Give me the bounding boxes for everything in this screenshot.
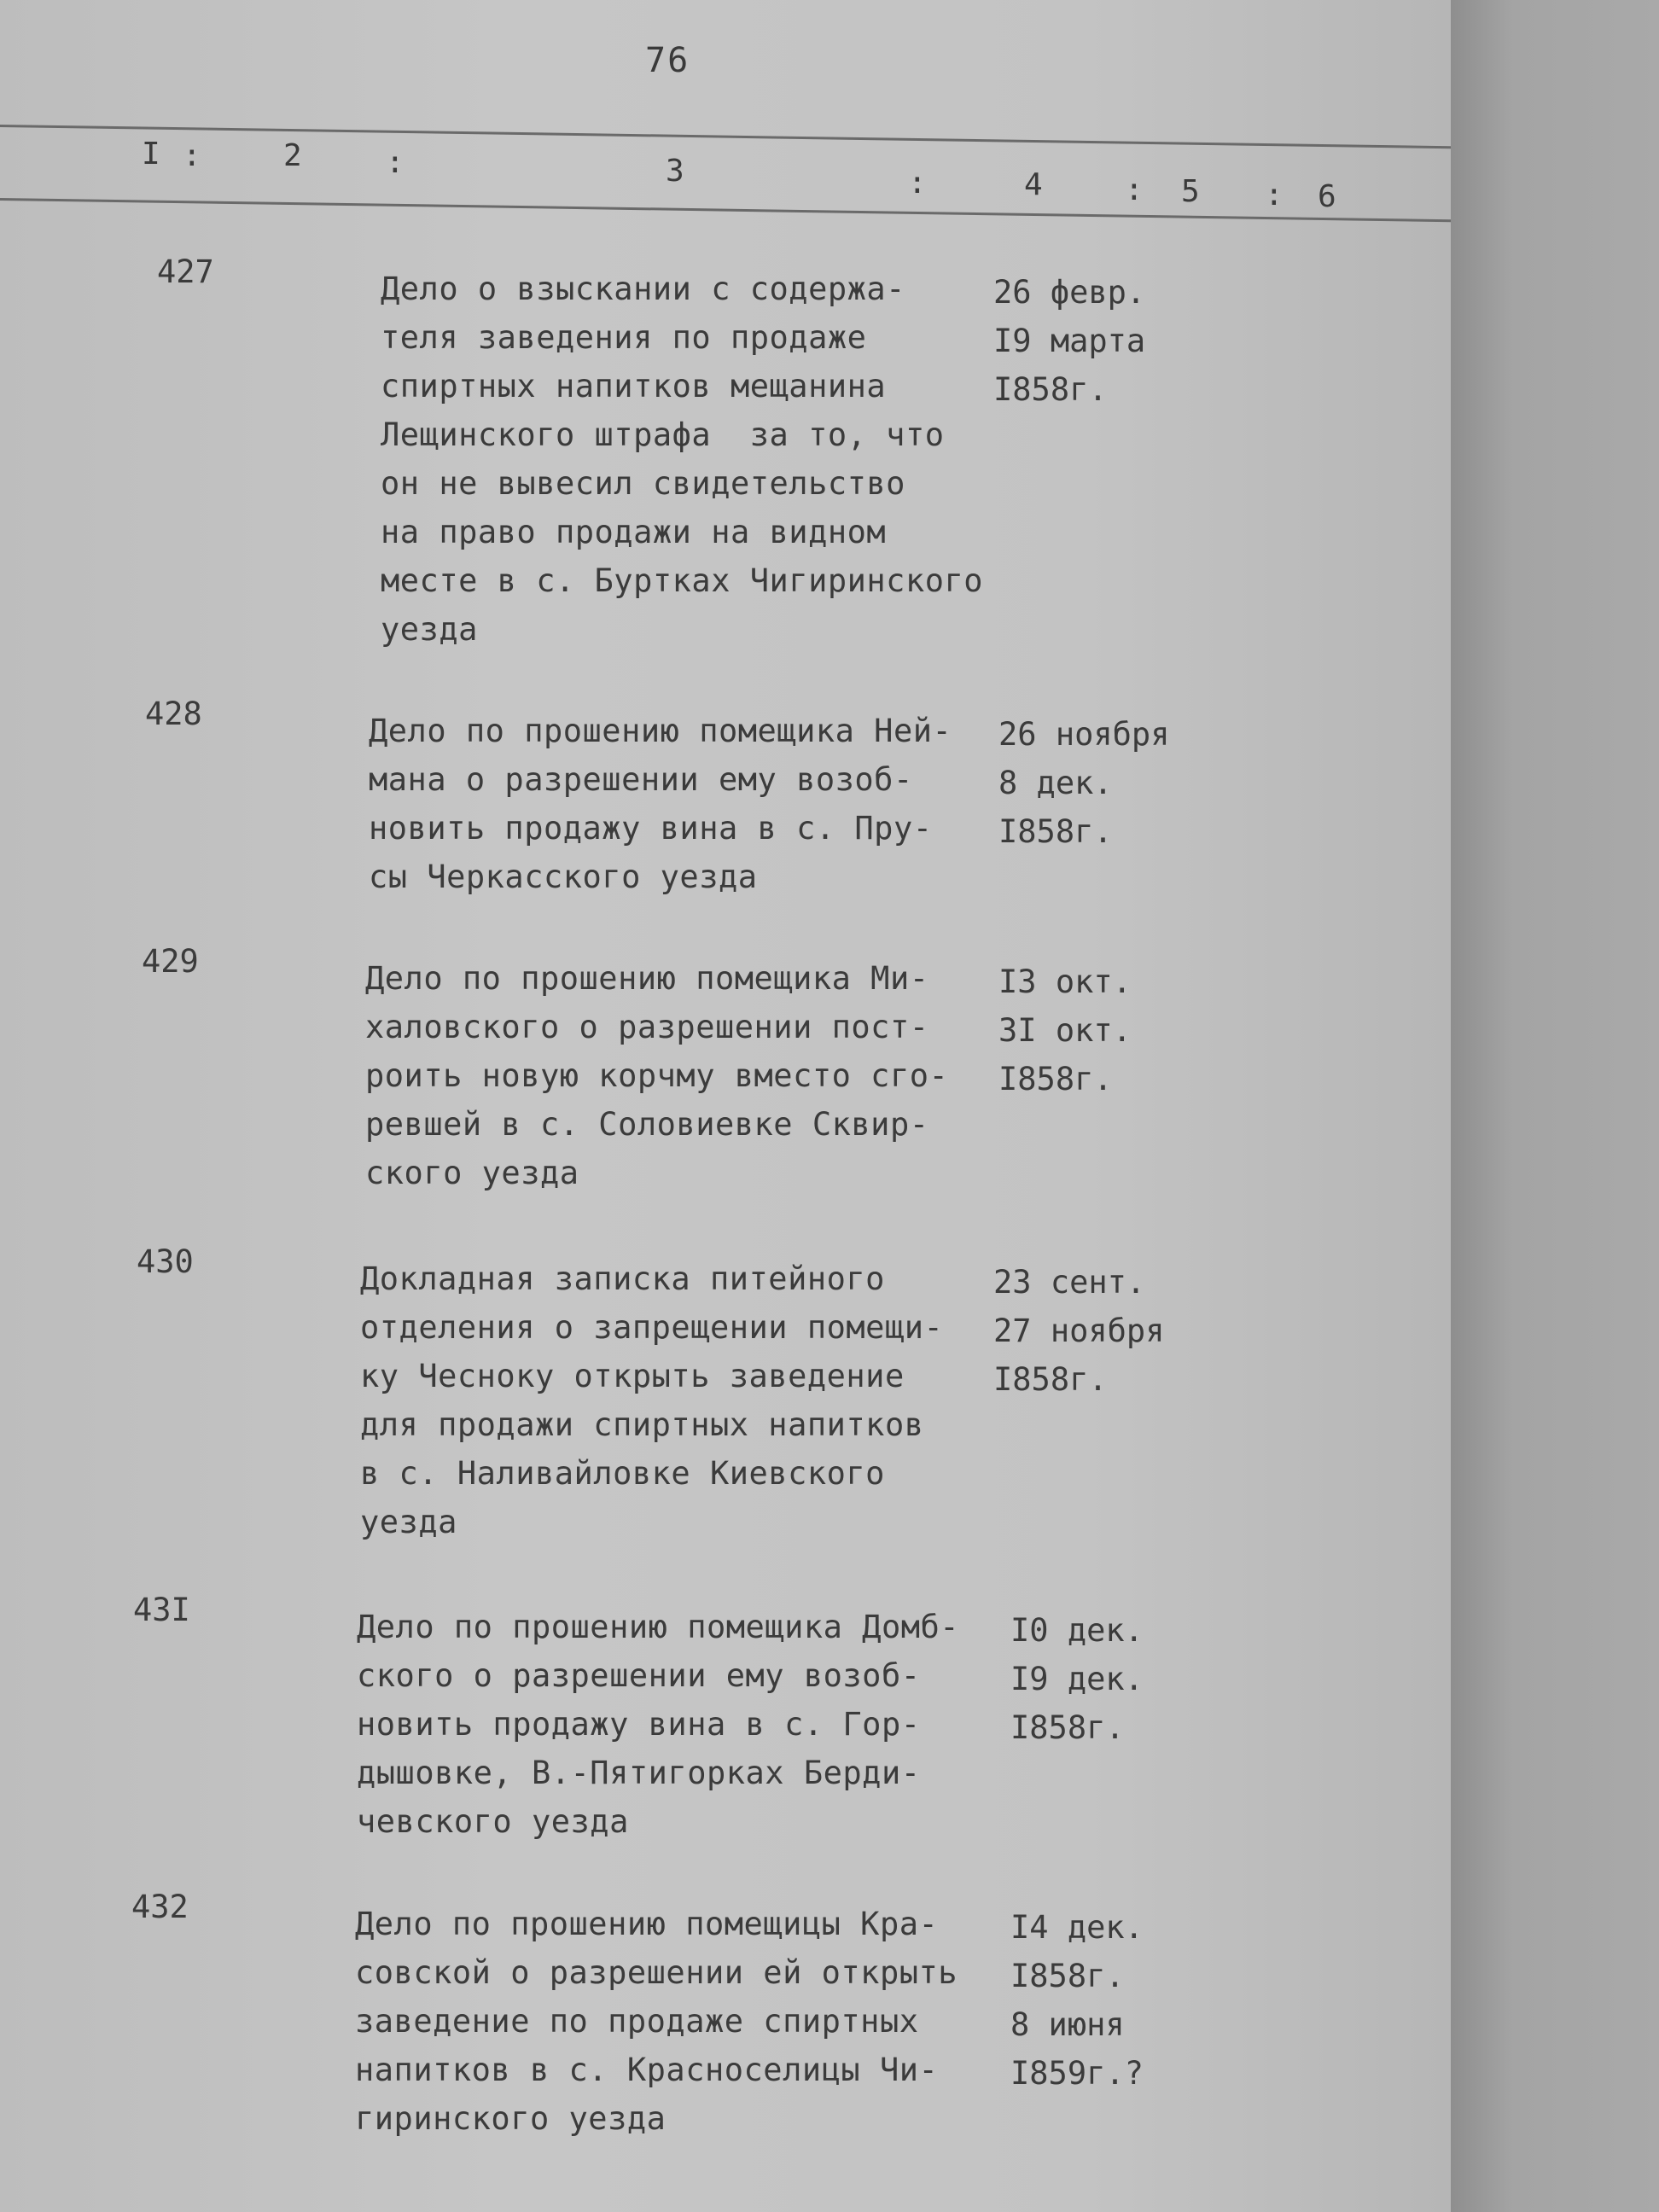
entry-dates: 26 февр. I9 марта I858г. bbox=[993, 274, 1146, 408]
entry-description: Дело по прошению помещика Домб- ского о разрешении ему возоб- новить продажу вина в с. Гор- дышовке, В.-Пятигорках Берди- чевского уезда bbox=[357, 1609, 960, 1840]
column-separator: : bbox=[908, 166, 927, 201]
column-header-2: 2 bbox=[283, 138, 302, 173]
page-edge-shadow bbox=[1451, 0, 1659, 2212]
entry-description: Дело по прошению помещицы Кра- совской о разрешении ей открыть заведение по продаже спиртных напитков в с. Красноселицы Чи- гиринского уезда bbox=[355, 1906, 958, 2137]
entry-description: Дело по прошению помещика Ней- мана о разрешении ему возоб- новить продажу вина в с. Пру- сы Черкасского уезда bbox=[369, 713, 952, 895]
column-separator: : bbox=[386, 145, 405, 180]
column-header-4: 4 bbox=[1024, 167, 1043, 202]
entry-dates: 23 сент. 27 ноября I858г. bbox=[993, 1264, 1165, 1398]
column-header-5: 5 bbox=[1181, 174, 1200, 209]
entry-dates: 26 ноября 8 дек. I858г. bbox=[998, 716, 1170, 850]
entry-description: Докладная записка питейного отделения о запрещении помещи- ку Чесноку открыть заведение для продажи спиртных напитков в с. Наливайловке Киевского уезда bbox=[360, 1260, 944, 1540]
column-header-3: 3 bbox=[666, 154, 684, 189]
table-header-bottom-rule bbox=[0, 198, 1451, 222]
page-number: 76 bbox=[645, 41, 690, 80]
entry-dates: I4 дек. I858г. 8 июня I859г.? bbox=[1010, 1909, 1144, 2092]
entry-dates: I3 окт. 3I окт. I858г. bbox=[998, 963, 1132, 1097]
column-header-6: 6 bbox=[1318, 179, 1336, 214]
table-header-top-rule bbox=[0, 125, 1451, 148]
entry-dates: I0 дек. I9 дек. I858г. bbox=[1010, 1612, 1144, 1746]
entry-description: Дело по прошению помещика Ми- халовского о разрешении пост- роить новую корчму вместо сго- ревшей в с. Соловиевке Сквир- ского уезда bbox=[365, 960, 949, 1191]
column-header-1: I bbox=[142, 137, 160, 172]
column-separator: : bbox=[183, 138, 201, 173]
entry-number: 428 bbox=[145, 696, 202, 732]
entry-number: 427 bbox=[157, 253, 214, 290]
column-separator: : bbox=[1125, 172, 1144, 207]
entry-number: 430 bbox=[137, 1243, 194, 1280]
entry-number: 43I bbox=[133, 1592, 190, 1628]
column-separator: : bbox=[1265, 178, 1284, 212]
entry-description: Дело о взыскании с содержа- теля заведения по продаже спиртных напитков мещанина Лещинского штрафа за то, что он не вывесил свидетельство на право продажи на видном месте в с. Буртках Чигиринского уезда bbox=[381, 271, 984, 648]
entry-number: 432 bbox=[131, 1889, 189, 1925]
entry-number: 429 bbox=[142, 943, 199, 980]
